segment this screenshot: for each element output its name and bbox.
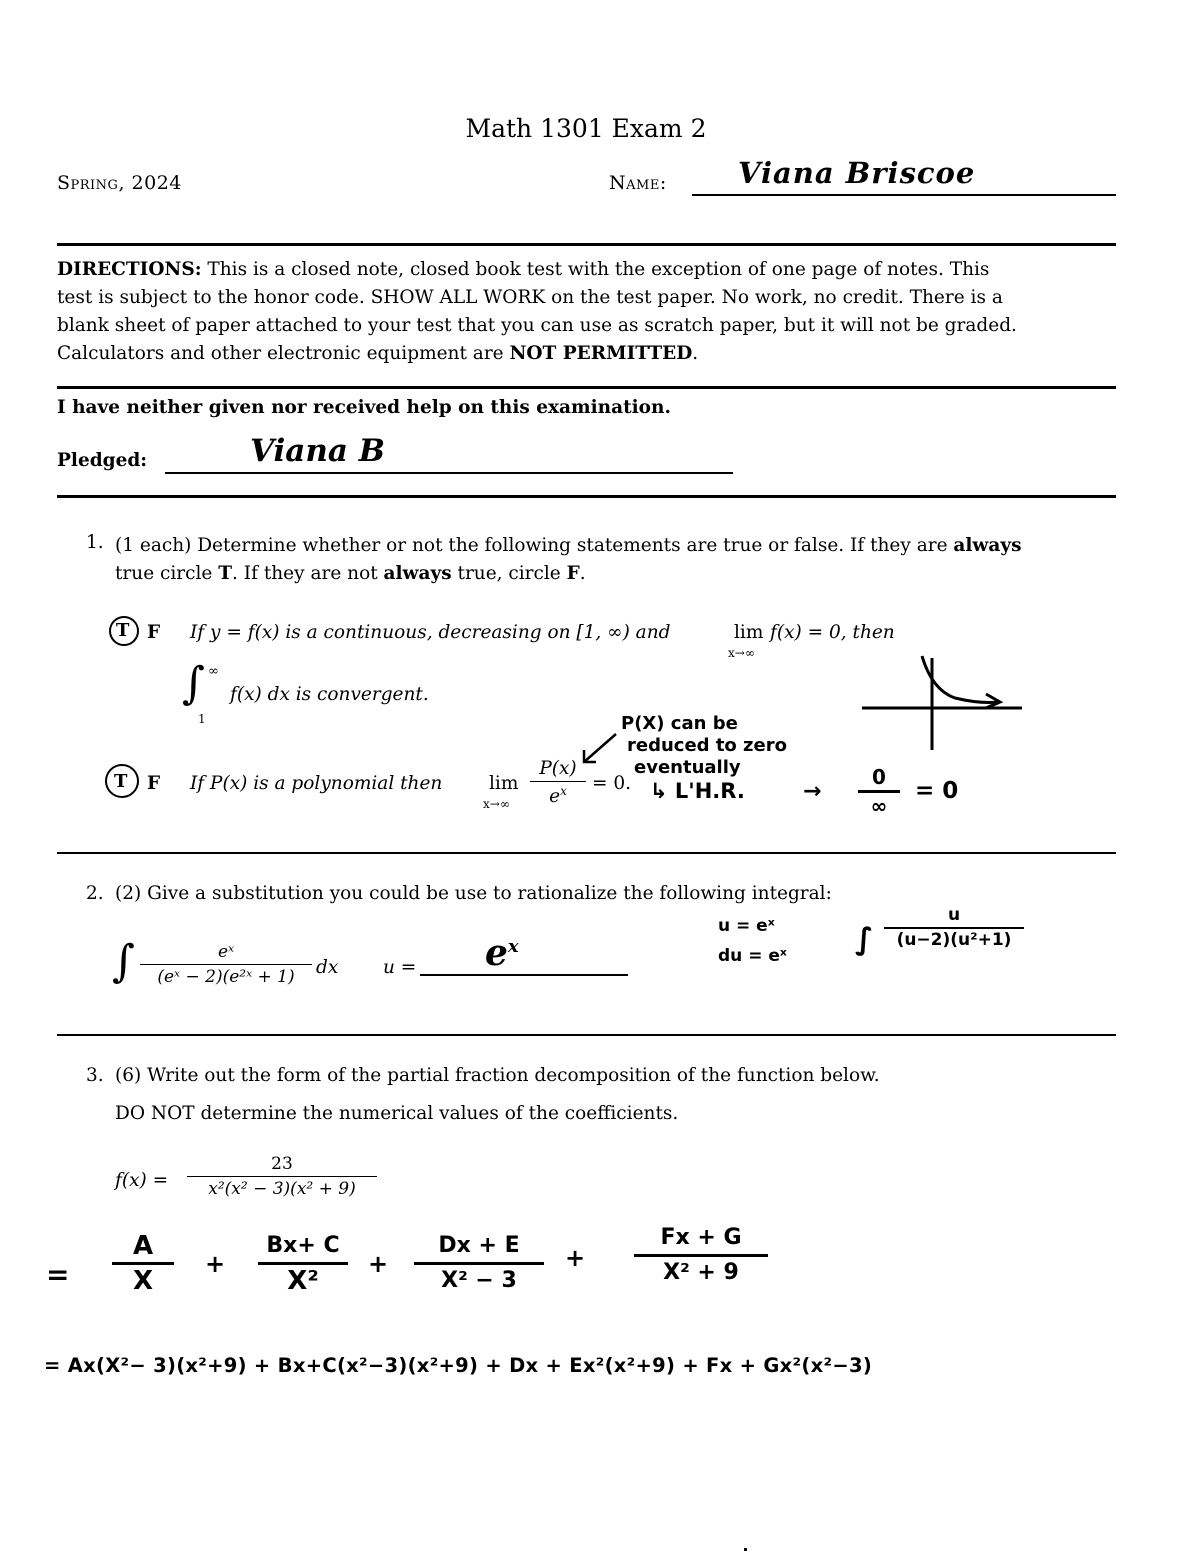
q1a-t-option[interactable]: T xyxy=(116,620,130,641)
q3-term-1-num: A xyxy=(132,1231,154,1261)
q1b-note-line-1: P(X) can be xyxy=(621,713,738,734)
q3-plus-3: + xyxy=(565,1244,586,1272)
directions-line-2: test is subject to the honor code. SHOW ALL WORK on the test paper. No work, no credit. There is a xyxy=(57,287,1003,308)
q2-work-fraction xyxy=(884,906,1024,950)
q1a-lim: lim xyxy=(734,622,764,643)
name-handwritten: Viana Briscoe xyxy=(738,156,976,190)
q2-answer-sup: x xyxy=(507,936,519,957)
q2-prompt: (2) Give a substitution you could be use to rationalize the following integral: xyxy=(115,883,832,904)
q2-integrand-denominator: (eˣ − 2)(e²ˣ + 1) xyxy=(157,967,295,987)
q1-text-1a: (1 each) Determine whether or not the following statements are true or false. If they are xyxy=(115,535,954,556)
pledge-signature: Viana B xyxy=(250,433,385,469)
q1b-note-fraction xyxy=(858,766,900,817)
q1a-int-upper: ∞ xyxy=(208,664,219,679)
q1-always-1: always xyxy=(953,535,1022,556)
q1b-note-frac-bar xyxy=(858,790,900,793)
q2-integrand-numerator: eˣ xyxy=(217,942,235,962)
not-permitted: NOT PERMITTED xyxy=(509,343,693,364)
rule-mid xyxy=(57,386,1116,389)
q1-always-2: always xyxy=(383,563,452,584)
q1b-note-line-2: reduced to zero xyxy=(627,735,787,756)
q1-text-2c: . If they are not xyxy=(232,563,384,584)
q3-term-1 xyxy=(112,1232,174,1295)
q2-work-line-2: du = eˣ xyxy=(718,946,787,966)
pledge-label: Pledged: xyxy=(57,450,148,471)
rule-top xyxy=(57,243,1116,246)
q3-expanded-line: = Ax(X²− 3)(x²+9) + Bx+C(x²−3)(x²+9) + Dx + Ex²(x²+9) + Fx + Gx²(x²−3) xyxy=(44,1354,873,1377)
q1b-text-1: If P(x) is a polynomial then xyxy=(190,773,443,794)
q2-work-numerator: u xyxy=(947,905,961,925)
q1a-text-2: f(x) = 0, then xyxy=(770,622,895,643)
q3-term-2-den: X² xyxy=(287,1266,319,1296)
q2-integrand-bar xyxy=(140,964,312,965)
directions-line-1 xyxy=(57,256,1119,284)
q3-term-2-bar xyxy=(258,1262,348,1265)
q3-term-4-bar xyxy=(634,1254,768,1257)
term-label: Spring, 2024 xyxy=(57,172,182,194)
q2-answer[interactable] xyxy=(485,932,519,974)
q2-number: 2. xyxy=(86,883,104,904)
q1b-note-frac-num: 0 xyxy=(872,765,886,789)
q2-work-integral-sign: ∫ xyxy=(855,922,874,957)
directions-line-3: blank sheet of paper attached to your test that you can use as scratch paper, but it will not be graded. xyxy=(57,315,1017,336)
q1b-note-frac-den: ∞ xyxy=(870,794,888,818)
q3-term-3 xyxy=(414,1232,544,1295)
q3-prompt: (6) Write out the form of the partial fraction decomposition of the function below. xyxy=(115,1065,880,1086)
q1b-den-base: e xyxy=(549,786,561,808)
q1b-note-equals-zero: = 0 xyxy=(915,778,959,804)
q3-term-4-num: Fx + G xyxy=(660,1225,742,1250)
q1b-note-line-4: ↳ L'H.R. xyxy=(650,779,745,803)
q2-integral-sign: ∫ xyxy=(112,936,135,987)
q1b-denominator xyxy=(530,784,586,807)
rule-q2-q3 xyxy=(57,1034,1116,1036)
q1a-int-lower: 1 xyxy=(198,712,206,726)
q3-plus-1: + xyxy=(205,1250,226,1278)
q2-integrand-fraction xyxy=(140,942,312,987)
q3-term-3-bar xyxy=(414,1262,544,1265)
q1b-den-sup: x xyxy=(560,784,567,798)
directions-line-4 xyxy=(57,340,1119,368)
q3-term-1-bar xyxy=(112,1262,174,1265)
q3-term-3-den: X² − 3 xyxy=(441,1268,517,1293)
q1-text-2a: true circle xyxy=(115,563,219,584)
directions-period: . xyxy=(692,343,699,364)
directions-block xyxy=(57,256,1119,368)
q3-term-2 xyxy=(258,1232,348,1295)
note-arrow-line xyxy=(584,734,616,762)
q1-text-2g: . xyxy=(579,563,586,584)
q1a-int-body: f(x) dx is convergent. xyxy=(230,684,429,705)
q2-work-denominator: (u−2)(u²+1) xyxy=(896,930,1012,950)
q1b-fraction-bar xyxy=(530,781,586,782)
q1-prompt-line-1 xyxy=(115,532,1120,560)
q1b-fraction xyxy=(530,758,586,807)
q2-u-label: u = xyxy=(383,957,417,978)
rule-q1-q2 xyxy=(57,852,1116,854)
q1b-f-option[interactable]: F xyxy=(147,773,161,794)
q1b-note-line-3: eventually xyxy=(634,757,741,778)
q1-prompt-line-2 xyxy=(115,560,1120,588)
name-label: Name: xyxy=(609,172,667,194)
q1-number: 1. xyxy=(86,532,104,553)
q3-answer-equals: = xyxy=(46,1258,70,1291)
q1b-text-2: = 0. xyxy=(592,773,632,794)
rule-bottom xyxy=(57,495,1116,498)
decreasing-graph-sketch xyxy=(860,650,1030,755)
q3-term-4-den: X² + 9 xyxy=(663,1260,739,1285)
name-underline xyxy=(692,194,1116,196)
q3-function-denominator: x²(x² − 3)(x² + 9) xyxy=(208,1179,356,1199)
pledge-statement: I have neither given nor received help on this examination. xyxy=(57,397,671,418)
directions-label: DIRECTIONS: xyxy=(57,259,202,280)
q3-function-fraction xyxy=(187,1154,377,1199)
q2-answer-underline xyxy=(420,974,628,976)
pledge-underline xyxy=(165,472,733,474)
q2-dx: dx xyxy=(316,957,339,978)
q1b-lim-sub: x→∞ xyxy=(483,797,510,811)
q3-plus-2: + xyxy=(368,1250,389,1278)
q2-work-bar xyxy=(884,927,1024,929)
q3-term-3-num: Dx + E xyxy=(438,1233,520,1258)
q1-text-2e: true, circle xyxy=(451,563,567,584)
q3-prompt-2: DO NOT determine the numerical values of the coefficients. xyxy=(115,1103,679,1124)
q1b-t-option[interactable]: T xyxy=(114,771,128,792)
q1b-lim: lim xyxy=(489,773,519,794)
q3-term-4 xyxy=(634,1224,768,1287)
q3-term-1-den: X xyxy=(132,1266,154,1296)
stray-mark xyxy=(744,1548,747,1551)
q1b-numerator: P(x) xyxy=(539,758,577,779)
q1a-text-1: If y = f(x) is a continuous, decreasing on [1, ∞) and xyxy=(190,622,671,643)
directions-text-1: This is a closed note, closed book test with the exception of one page of notes. This xyxy=(207,259,990,280)
q1b-note-arrow: → xyxy=(803,779,822,804)
note-arrow-icon xyxy=(580,730,620,766)
q1a-lim-sub: x→∞ xyxy=(728,646,755,660)
q1-f-bold: F xyxy=(566,563,580,584)
q1a-integral-sign: ∫ xyxy=(182,658,205,709)
directions-text-4a: Calculators and other electronic equipment are xyxy=(57,343,510,364)
q1a-f-option[interactable]: F xyxy=(147,622,161,643)
q3-function-bar xyxy=(187,1176,377,1177)
q3-term-2-num: Bx+ C xyxy=(266,1233,340,1258)
exam-title: Math 1301 Exam 2 xyxy=(465,114,707,143)
q1-prompt xyxy=(115,532,1120,588)
q3-function-numerator: 23 xyxy=(271,1154,293,1174)
q1a-statement xyxy=(190,622,670,643)
q2-answer-base: e xyxy=(485,932,508,974)
q3-number: 3. xyxy=(86,1065,104,1086)
q1-t-bold: T xyxy=(218,563,233,584)
q3-f-lhs: f(x) = xyxy=(115,1170,169,1191)
q2-work-line-1: u = eˣ xyxy=(718,916,775,936)
